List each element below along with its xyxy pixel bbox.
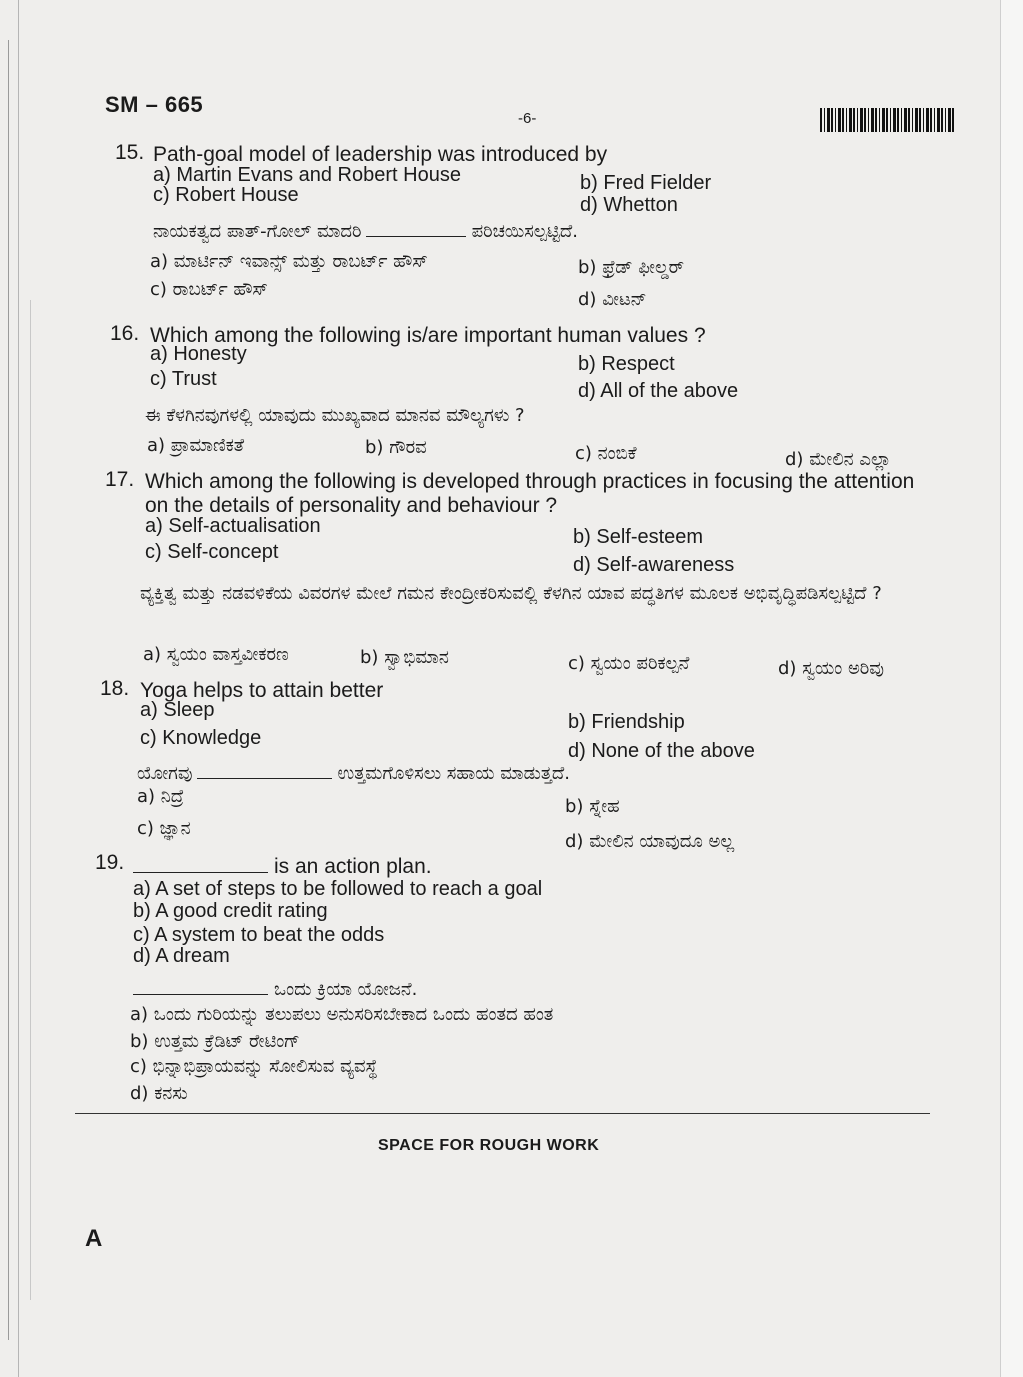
option-label: c) xyxy=(145,541,162,563)
option-a-en xyxy=(145,515,321,538)
option-text: Sleep xyxy=(163,699,215,721)
option-a-kn xyxy=(137,785,184,809)
question-number: 16. xyxy=(110,322,140,345)
option-text: ಪ್ರಾಮಾಣಿಕತೆ xyxy=(170,435,245,456)
option-c-kn xyxy=(150,278,268,302)
question-number: 19. xyxy=(95,851,125,874)
option-d-en xyxy=(573,554,734,577)
option-label: a) xyxy=(147,435,166,456)
option-label: b) xyxy=(133,900,151,922)
option-label: a) xyxy=(150,343,168,365)
answer-blank xyxy=(133,980,268,995)
option-label: a) xyxy=(150,251,169,272)
page-number: -6- xyxy=(518,110,537,127)
option-b-kn xyxy=(365,436,427,460)
option-text: ಕನಸು xyxy=(154,1083,188,1104)
option-text: ಉತ್ತಮ ಕ್ರೆಡಿಟ್ ರೇಟಿಂಗ್ xyxy=(154,1031,300,1052)
option-a-en xyxy=(150,343,247,366)
question-text-en-part: is an action plan. xyxy=(274,855,432,878)
option-text: Knowledge xyxy=(162,727,262,749)
answer-blank xyxy=(197,764,332,779)
question-text-kn-part: ನಾಯಕತ್ವದ ಪಾತ್-ಗೋಲ್ ಮಾದರಿ xyxy=(153,221,362,242)
option-label: b) xyxy=(580,172,598,194)
option-c-en xyxy=(145,541,278,564)
option-a-kn xyxy=(130,1003,553,1027)
option-label: a) xyxy=(130,1004,149,1025)
option-label: b) xyxy=(130,1031,149,1052)
rough-work-label: SPACE FOR ROUGH WORK xyxy=(378,1137,600,1154)
answer-blank xyxy=(366,222,466,237)
option-text: ಗೌರವ xyxy=(389,437,427,458)
option-text: ಭಿನ್ನಾಭಿಪ್ರಾಯವನ್ನು ಸೋಲಿಸುವ ವ್ಯವಸ್ಥೆ xyxy=(152,1056,378,1077)
option-label: c) xyxy=(150,279,167,300)
rough-work-divider xyxy=(75,1113,930,1114)
option-d-en xyxy=(580,194,678,217)
option-text: Fred Fielder xyxy=(603,172,712,194)
option-label: a) xyxy=(137,786,156,807)
option-text: Whetton xyxy=(603,194,678,216)
option-text: Respect xyxy=(601,353,675,375)
option-c-en xyxy=(133,924,384,947)
option-label: c) xyxy=(140,727,157,749)
option-text: ಫ್ರೆಡ್ ಫೀಲ್ಡರ್ xyxy=(602,257,685,278)
question-text-kn xyxy=(153,220,578,244)
question-number: 17. xyxy=(105,468,135,491)
option-b-en xyxy=(578,353,675,376)
question-text-en: Which among the following is/are important human values ? xyxy=(150,324,706,347)
option-label: d) xyxy=(573,554,591,576)
option-text: ರಾಬರ್ಟ್ ಹೌಸ್ xyxy=(172,279,268,300)
option-text: ವೀಟನ್ xyxy=(602,289,647,310)
option-label: b) xyxy=(578,353,596,375)
option-d-kn xyxy=(578,288,647,312)
option-label: b) xyxy=(578,257,597,278)
option-label: b) xyxy=(568,711,586,733)
question-text-kn-part: ಉತ್ತಮಗೊಳಿಸಲು ಸಹಾಯ ಮಾಡುತ್ತದೆ. xyxy=(337,763,570,784)
option-label: c) xyxy=(153,184,170,206)
option-text: ಸ್ವಾಭಿಮಾನ xyxy=(384,647,449,668)
option-a-en xyxy=(140,699,215,722)
option-d-en xyxy=(133,945,230,968)
scan-edge-line xyxy=(18,0,19,1377)
option-text: ಜ್ಞಾನ xyxy=(159,818,191,839)
option-text: Honesty xyxy=(173,343,247,365)
option-text: All of the above xyxy=(600,380,739,402)
option-c-kn xyxy=(130,1055,378,1079)
option-b-en xyxy=(133,900,328,923)
paper-code: SM – 665 xyxy=(105,92,204,117)
answer-blank xyxy=(133,858,268,873)
option-label: b) xyxy=(360,647,379,668)
option-c-kn xyxy=(575,442,637,466)
option-b-kn xyxy=(360,646,449,670)
option-d-en xyxy=(578,380,738,403)
option-text: Self-concept xyxy=(167,541,279,563)
option-text: ಒಂದು ಗುರಿಯನ್ನು ತಲುಪಲು ಅನುಸರಿಸಬೇಕಾದ ಒಂದು ಹಂತದ ಹಂತ xyxy=(153,1004,554,1025)
option-text: ಸ್ವಯಂ ಪರಿಕಲ್ಪನೆ xyxy=(590,653,690,674)
option-label: d) xyxy=(568,740,586,762)
question-text-kn xyxy=(137,762,570,786)
option-text: ಸ್ವಯಂ ಅರಿವು xyxy=(802,658,884,679)
option-label: d) xyxy=(578,289,597,310)
option-text: Self-esteem xyxy=(596,526,704,548)
option-b-kn xyxy=(578,256,684,280)
option-label: c) xyxy=(150,368,167,390)
option-a-kn xyxy=(147,434,244,458)
option-label: c) xyxy=(137,818,154,839)
option-label: a) xyxy=(133,878,151,900)
option-c-kn xyxy=(137,817,191,841)
option-a-kn xyxy=(150,250,428,274)
option-label: d) xyxy=(130,1083,149,1104)
option-b-kn xyxy=(565,795,620,819)
option-c-en xyxy=(150,368,217,391)
option-label: d) xyxy=(785,449,804,470)
option-label: c) xyxy=(575,443,592,464)
option-a-en xyxy=(133,878,542,901)
question-text-en: Yoga helps to attain better xyxy=(140,679,384,702)
scan-edge-line xyxy=(30,300,31,1300)
option-d-kn xyxy=(130,1082,188,1106)
scan-edge-line xyxy=(8,40,9,1340)
option-d-kn xyxy=(565,830,734,854)
option-a-kn xyxy=(143,643,289,667)
option-label: b) xyxy=(565,796,584,817)
option-text: A system to beat the odds xyxy=(154,924,385,946)
question-text-kn: ಈ ಕೆಳಗಿನವುಗಳಲ್ಲಿ ಯಾವುದು ಮುಖ್ಯವಾದ ಮಾನವ ಮೌಲ್ಯಗಳು ? xyxy=(145,405,525,426)
question-number: 18. xyxy=(100,677,130,700)
option-d-kn xyxy=(785,448,891,472)
question-text-en: Path-goal model of leadership was introduced by xyxy=(153,143,608,166)
option-text: ಮೇಲಿನ ಯಾವುದೂ ಅಲ್ಲ xyxy=(589,831,735,852)
question-text-kn: ವ್ಯಕ್ತಿತ್ವ ಮತ್ತು ನಡವಳಿಕೆಯ ವಿವರಗಳ ಮೇಲೆ ಗಮನ ಕೇಂದ್ರೀಕರಿಸುವಲ್ಲಿ ಕೆಳಗಿನ ಯಾವ ಪದ್ಧತಿಗಳ ಮೂಲಕ ಅಭಿವೃದ್ಧಿಪಡಿಸಲ್ಪಟ್ಟಿದೆ ? xyxy=(140,583,882,604)
option-label: d) xyxy=(133,945,151,967)
option-label: b) xyxy=(573,526,591,548)
option-text: A good credit rating xyxy=(155,900,328,922)
question-text-en: Which among the following is developed through practices in focusing the attention on the details of personality and behaviour ? xyxy=(145,470,915,517)
option-b-en xyxy=(580,172,711,195)
option-c-en xyxy=(153,184,299,207)
option-text: A dream xyxy=(155,945,230,967)
option-text: Robert House xyxy=(175,184,299,206)
option-label: d) xyxy=(565,831,584,852)
booklet-series: A xyxy=(85,1225,103,1252)
option-text: ಮಾರ್ಟಿನ್ ಇವಾನ್ಸ್ ಮತ್ತು ರಾಬರ್ಟ್ ಹೌಸ್ xyxy=(173,251,428,272)
question-text-kn-part: ಒಂದು ಕ್ರಿಯಾ ಯೋಜನೆ. xyxy=(274,979,418,1000)
option-text: Trust xyxy=(171,368,217,390)
question-text-kn-part: ಯೋಗವು xyxy=(137,763,193,784)
option-label: c) xyxy=(133,924,150,946)
option-b-kn xyxy=(130,1030,300,1054)
option-text: Self-actualisation xyxy=(168,515,321,537)
option-b-en xyxy=(573,526,703,549)
option-label: d) xyxy=(578,380,596,402)
question-text-kn-part: ಪರಿಚಯಿಸಲ್ಪಟ್ಟಿದೆ. xyxy=(471,221,578,242)
option-text: Martin Evans and Robert House xyxy=(176,164,461,186)
option-text: A set of steps to be followed to reach a goal xyxy=(155,878,543,900)
question-number: 15. xyxy=(115,141,145,164)
option-label: a) xyxy=(153,164,171,186)
option-text: ಮೇಲಿನ ಎಲ್ಲಾ xyxy=(809,449,892,470)
barcode xyxy=(820,108,956,132)
option-label: d) xyxy=(778,658,797,679)
question-text-kn xyxy=(133,978,417,1002)
scan-edge-right xyxy=(1000,0,1023,1377)
option-text: ನಂಬಿಕೆ xyxy=(597,443,637,464)
option-text: Friendship xyxy=(591,711,685,733)
option-text: ನಿದ್ರೆ xyxy=(160,786,184,807)
question-text-en xyxy=(133,855,432,879)
option-c-en xyxy=(140,727,261,750)
option-label: d) xyxy=(580,194,598,216)
option-text: ಸ್ನೇಹ xyxy=(589,796,620,817)
option-label: b) xyxy=(365,437,384,458)
option-label: c) xyxy=(130,1056,147,1077)
option-label: a) xyxy=(140,699,158,721)
option-text: Self-awareness xyxy=(596,554,735,576)
option-label: a) xyxy=(145,515,163,537)
option-b-en xyxy=(568,711,685,734)
option-label: c) xyxy=(568,653,585,674)
option-c-kn xyxy=(568,652,689,676)
option-label: a) xyxy=(143,644,162,665)
option-text: ಸ್ವಯಂ ವಾಸ್ತವೀಕರಣ xyxy=(166,644,289,665)
option-d-en xyxy=(568,740,755,763)
option-d-kn xyxy=(778,657,884,681)
option-text: None of the above xyxy=(591,740,755,762)
